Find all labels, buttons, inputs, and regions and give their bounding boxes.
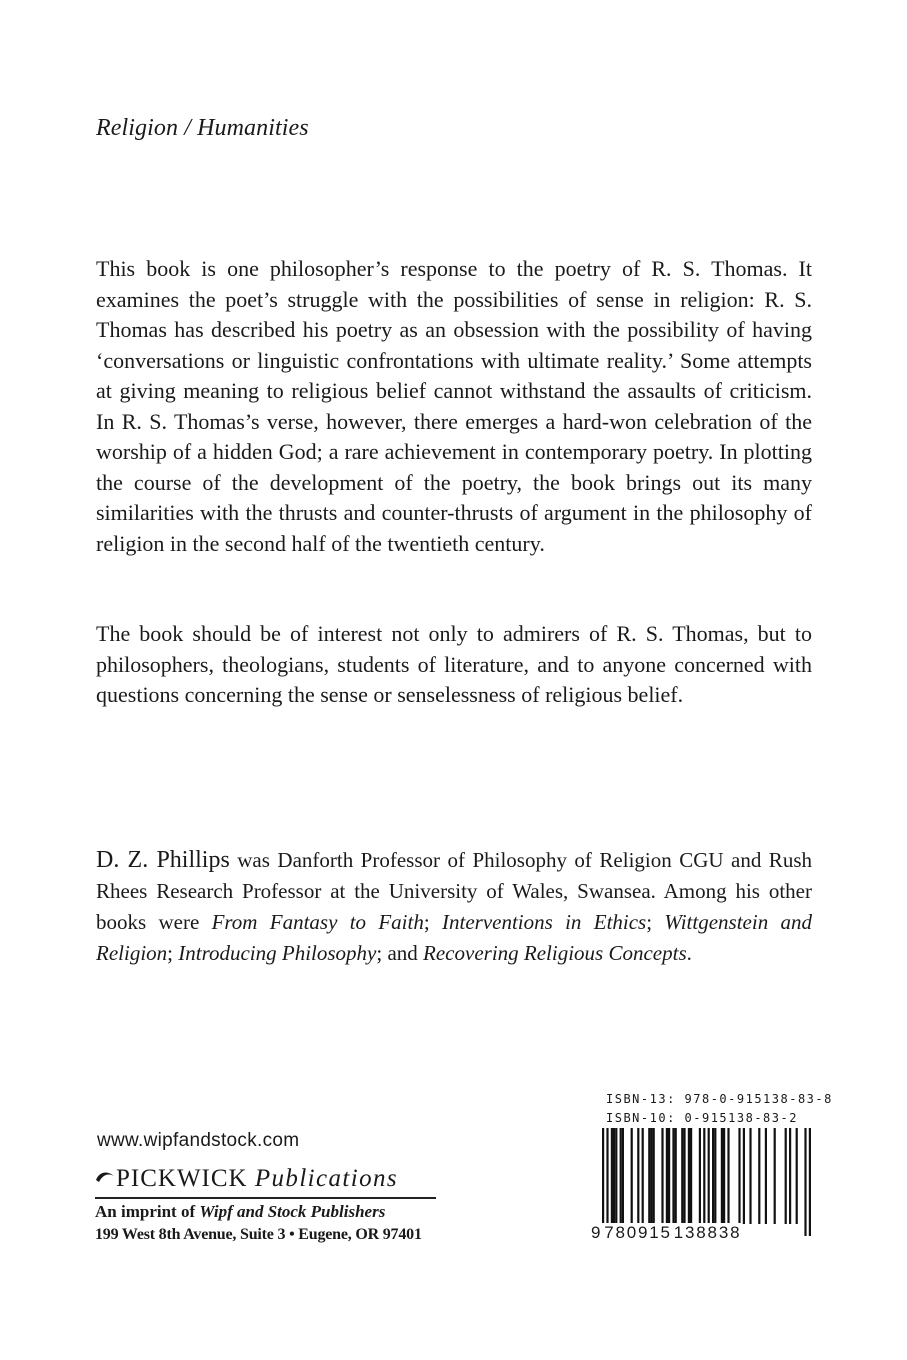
barcode-bar <box>749 1128 751 1224</box>
barcode-bar <box>622 1128 624 1224</box>
barcode-bar <box>688 1128 690 1224</box>
logo-divider <box>95 1197 436 1199</box>
book-title: Recovering Religious Concepts <box>423 941 687 965</box>
barcode-bar <box>789 1128 791 1224</box>
separator: ; <box>646 910 665 934</box>
isbn-13: ISBN-13: 978-0-915138-83-8 <box>606 1092 833 1106</box>
barcode-right-group: 138838 <box>673 1223 742 1242</box>
barcode-bar <box>620 1128 622 1224</box>
barcode-bar <box>650 1128 652 1224</box>
barcode-bar <box>613 1128 615 1224</box>
barcode-bar <box>653 1128 655 1224</box>
barcode-bar <box>642 1128 644 1224</box>
imprint-line <box>95 1202 385 1222</box>
barcode-bar <box>648 1128 650 1224</box>
separator: ; <box>423 910 442 934</box>
barcode-bar <box>683 1128 685 1224</box>
logo-italic-text: Publications <box>254 1165 399 1192</box>
author-name: D. Z. Phillips <box>96 847 230 873</box>
barcode-bar <box>681 1128 683 1224</box>
separator: ; and <box>376 941 424 965</box>
barcode-bar <box>796 1128 798 1224</box>
publisher-address: 199 West 8th Avenue, Suite 3 • Eugene, OR 97401 <box>95 1226 422 1243</box>
barcode-bar <box>721 1128 723 1224</box>
barcode-bar <box>661 1128 663 1224</box>
barcode-bar <box>666 1128 668 1224</box>
book-title: Wittgenstein and Religion <box>96 910 812 965</box>
barcode-bar <box>723 1128 725 1224</box>
swoosh-icon <box>95 1170 115 1184</box>
imprint-prefix: An imprint of <box>95 1202 200 1221</box>
isbn-10: ISBN-10: 0-915138-83-2 <box>606 1111 798 1125</box>
barcode-bar <box>668 1128 670 1224</box>
barcode-digits <box>590 1223 814 1243</box>
barcode-bar <box>743 1128 745 1224</box>
barcode-bar <box>606 1128 608 1236</box>
barcode-bar <box>765 1128 767 1224</box>
barcode-bar <box>785 1128 787 1224</box>
description-paragraph-1: This book is one philosopher’s response to the poetry of R. S. Thomas. It examines the poet’s struggle with the possibilities of sense in religion: R. S. Thomas has described his poetry as an obsession with the possibility of having ‘conversations or linguistic confrontations with ultimate reality.’ Some attempts at giving meaning to religious belief cannot withstand the assaults of criticism. In R. S. Thomas’s verse, however, there emerges a hard-won celebration of the worship of a hidden God; a rare achievement in contemporary poetry. In plotting the course of the development of the poetry, the book brings out its many similarities with the thrusts and counter-thrusts of argument in the philosophy of religion in the second half of the twentieth century. <box>96 256 812 556</box>
barcode-bar <box>708 1128 710 1236</box>
barcode-lead-digit: 9 <box>591 1223 603 1242</box>
barcode-bar <box>714 1128 716 1224</box>
barcode-bar <box>699 1128 701 1224</box>
barcode-bar <box>727 1128 729 1224</box>
logo-main-text: PICKWICK <box>116 1165 248 1192</box>
barcode-bar <box>690 1128 692 1224</box>
barcode-bar <box>758 1128 760 1224</box>
barcode-bar <box>602 1128 604 1236</box>
barcode-bar <box>774 1128 776 1224</box>
separator: ; <box>167 941 179 965</box>
barcode-bar <box>809 1128 811 1236</box>
separator: . <box>686 941 692 965</box>
barcode-bar <box>804 1128 806 1236</box>
barcode-bar <box>672 1128 674 1224</box>
barcode-bar <box>738 1128 740 1224</box>
barcode-bar <box>675 1128 677 1224</box>
publisher-logo <box>95 1165 440 1193</box>
barcode-left-group: 780915 <box>604 1223 672 1242</box>
book-title: Introducing Philosophy <box>178 941 377 965</box>
book-title: Interventions in Ethics <box>442 910 647 934</box>
publisher-website[interactable]: www.wipfandstock.com <box>97 1130 300 1151</box>
book-title: From Fantasy to Faith <box>211 910 424 934</box>
imprint-parent: Wipf and Stock Publishers <box>199 1202 386 1221</box>
barcode-bar <box>615 1128 617 1224</box>
barcode-bar <box>631 1128 633 1224</box>
barcode-bar <box>637 1128 639 1224</box>
bio-text: was Danforth Professor of Philosophy of Religion CGU and Rush Rhees Research Professor at the University of Wales, Swansea. Among his other books were <box>96 848 812 934</box>
barcode-bar <box>712 1128 714 1224</box>
description-paragraph-2: The book should be of interest not only to admirers of R. S. Thomas, but to philosophers, theologians, students of literature, and to anyone concerned with questions concerning the sense or senselessness of religious belief. <box>96 621 812 707</box>
barcode-bar <box>611 1128 613 1224</box>
author-bio <box>96 845 812 969</box>
barcode-bar <box>703 1128 705 1236</box>
category-label: Religion / Humanities <box>96 115 309 141</box>
